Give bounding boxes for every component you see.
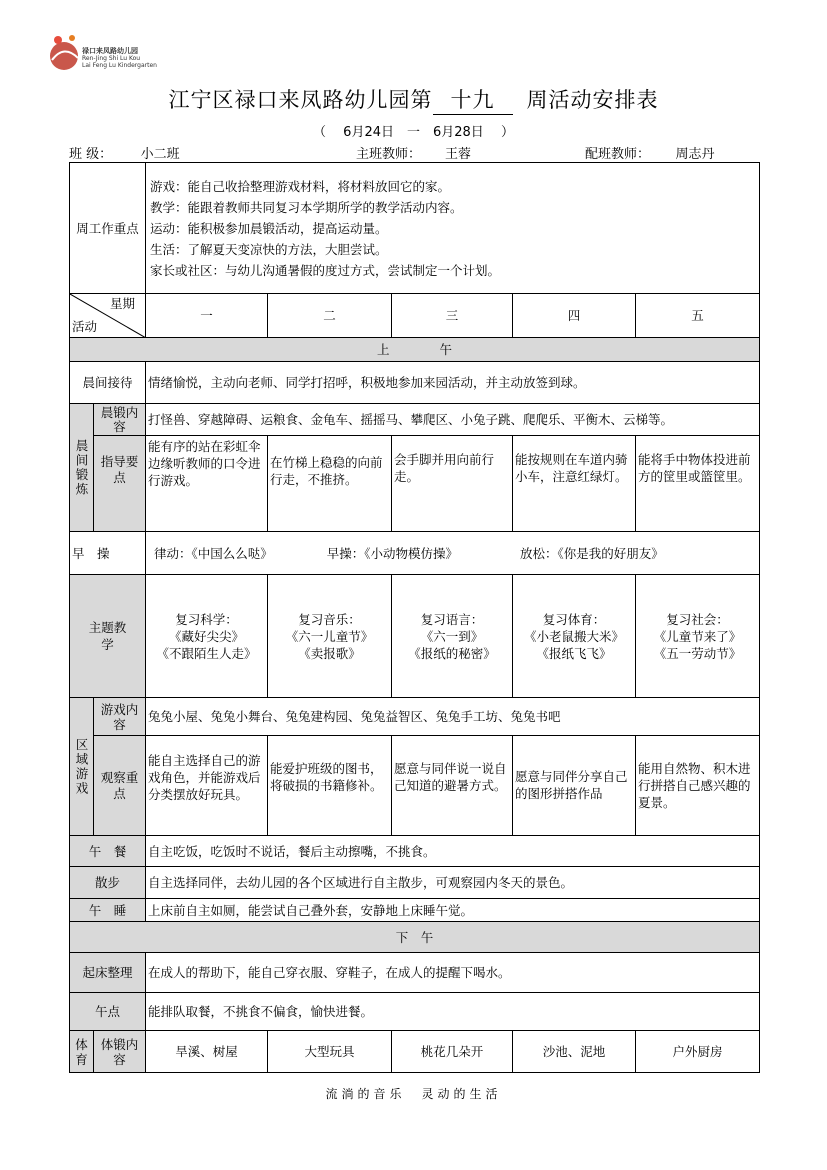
theme-line: 《六一到》 [420,628,484,644]
relax-text: 放松：《你是我的好朋友》 [520,545,664,561]
snack-text: 能排队取餐，不挑食不偏食，愉快进餐。 [146,993,760,1031]
pe-row [70,1031,760,1073]
afternoon-row [70,922,760,953]
class-info [69,143,208,163]
focus-line: 运动：能积极参加晨锻活动，提高运动量。 [150,220,388,236]
area-observe: 能爱护班级的图书，将破损的书籍修补。 [268,736,392,836]
wakeup-label: 起床整理 [70,953,146,993]
logo-pinyin-2: Lai Feng Lu Kindergarten [82,62,157,69]
pe-item: 大型玩具 [268,1031,392,1073]
pe-content-label: 体锻内容 [94,1031,146,1073]
area-observe: 能自主选择自己的游戏角色，并能游戏后分类摆放好玩具。 [146,736,268,836]
theme-line: 《五一劳动节》 [653,645,742,661]
schedule-table [69,162,760,1073]
area-content-label: 游戏内容 [94,698,146,736]
date-range: （ 6月24日 一 6月28日 ） [313,125,514,140]
day-wednesday: 三 [392,294,513,338]
theme-line: 复习音乐： [298,611,361,627]
logo-name: 禄口来凤路幼儿园 [82,47,138,55]
theme-cell [268,575,392,698]
pe-item: 沙池、泥地 [513,1031,636,1073]
footer-slogan: 流淌的音乐 灵动的生活 [325,1087,502,1101]
exercise-content-label: 晨锻内容 [94,404,146,436]
theme-line: 复习社会： [666,611,729,627]
pe-item: 户外厨房 [636,1031,760,1073]
theme-line: 《报纸的秘密》 [408,645,496,661]
theme-line: 《小老鼠搬大米》 [524,628,625,644]
co-teacher-value: 周志丹 [650,143,740,163]
title-week: 十九 [433,84,513,115]
exercise-guide: 能有序的站在彩虹伞边缘听教师的口令进行游戏。 [146,436,268,532]
day-friday: 五 [636,294,760,338]
diagonal-header-cell [70,294,146,338]
area-observe: 能用自然物、积木进行拼搭自己感兴趣的夏景。 [636,736,760,836]
area-label-cell [70,698,94,836]
area-observe-row [70,736,760,836]
area-content-row [70,698,760,736]
theme-line: 《卖报歌》 [298,645,361,661]
area-observe: 愿意与同伴分享自己的图形拼搭作品 [513,736,636,836]
theme-line: 《六一儿童节》 [285,628,374,644]
exercise-guide: 会手脚并用向前行走。 [392,436,513,532]
wakeup-text: 在成人的帮助下，能自己穿衣服、穿鞋子，在成人的提醒下喝水。 [146,953,760,993]
exercise-guide: 能按规则在车道内骑小车，注意红绿灯。 [513,436,636,532]
reception-label: 晨间接待 [70,362,146,404]
area-observe-label: 观察重点 [94,736,146,836]
logo-pinyin-1: Ren-Jing Shi Lu Kou [82,55,141,62]
focus-line: 家长或社区：与幼儿沟通暑假的度过方式，尝试制定一个计划。 [150,262,501,278]
co-teacher-info [585,143,740,163]
nap-text: 上床前自主如厕，能尝试自己叠外套，安静地上床睡午觉。 [146,899,760,922]
morning-row [70,338,760,362]
day-thursday: 四 [513,294,636,338]
area-label: 区域游戏 [74,737,89,796]
focus-line: 教学：能跟着教师共同复习本学期所学的教学活动内容。 [150,199,463,215]
theme-label: 主题教学 [70,575,146,698]
walk-label: 散步 [70,867,146,899]
day-tuesday: 二 [268,294,392,338]
exercise-content: 打怪兽、穿越障碍、运粮食、金龟车、摇摇马、攀爬区、小兔子跳、爬爬乐、平衡木、云梯等。 [146,404,760,436]
focus-row [70,163,760,294]
exercise-guide-label: 指导要点 [94,436,146,532]
walk-text: 自主选择同伴，去幼儿园的各个区域进行自主散步，可观察园内冬天的景色。 [146,867,760,899]
day-monday: 一 [146,294,268,338]
logo-text [82,48,157,69]
snack-label: 午点 [70,993,146,1031]
walk-row [70,867,760,899]
focus-line: 游戏：能自己收拾整理游戏材料，将材料放回它的家。 [150,178,451,194]
theme-cell [513,575,636,698]
pe-item: 桃花几朵开 [392,1031,513,1073]
area-content: 兔兔小屋、兔兔小舞台、兔兔建构园、兔兔益智区、兔兔手工坊、兔兔书吧 [146,698,760,736]
focus-label: 周工作重点 [70,163,146,294]
main-teacher-value: 王蓉 [421,143,495,163]
title-prefix: 江宁区禄口来凤路幼儿园第 [168,88,433,112]
theme-line: 《报纸飞飞》 [536,645,612,661]
theme-cell [392,575,513,698]
weekday-header-label: 星期 [110,296,136,311]
class-value: 小二班 [112,143,208,163]
exercise-label-cell [70,404,94,532]
pe-label: 体育 [70,1031,94,1073]
theme-line: 复习语言： [420,611,484,627]
lunch-text: 自主吃饭，吃饭时不说话，餐后主动擦嘴，不挑食。 [146,836,760,867]
reception-row [70,362,760,404]
morning-exercise-content [146,532,760,575]
reception-text: 情绪愉悦，主动向老师、同学打招呼，积极地参加来园活动，并主动放签到球。 [146,362,760,404]
main-teacher-info [356,143,495,163]
exercise-label: 晨间锻炼 [74,438,89,497]
afternoon-section-label: 下 午 [70,922,760,953]
exercise-guide: 在竹梯上稳稳的向前行走，不推挤。 [268,436,392,532]
exercise-text: 早操：《小动物模仿操》 [326,545,459,561]
nap-label: 午 睡 [70,899,146,922]
theme-line: 《藏好尖尖》 [169,628,245,644]
nap-row [70,899,760,922]
theme-line: 《儿童节来了》 [653,628,742,644]
activity-header-label: 活动 [72,319,98,334]
morning-exercise-row [70,532,760,575]
page-title [0,84,827,115]
theme-cell [146,575,268,698]
exercise-guide-row [70,436,760,532]
weekday-row [70,294,760,338]
focus-line: 生活：了解夏天变凉快的方法，大胆尝试。 [150,241,388,257]
morning-exercise-label: 早 操 [70,532,146,575]
theme-line: 复习体育： [542,611,606,627]
pe-item: 旱溪、树屋 [146,1031,268,1073]
co-teacher-label: 配班教师： [585,147,651,162]
wakeup-row [70,953,760,993]
exercise-guide: 能将手中物体投进前方的筐里或篮筐里。 [636,436,760,532]
main-teacher-label: 主班教师： [356,147,422,162]
theme-row [70,575,760,698]
class-label: 班 级： [69,147,113,162]
title-suffix: 周活动安排表 [526,88,659,112]
lunch-row [70,836,760,867]
focus-content [146,163,760,294]
morning-section-label: 上 午 [70,338,760,362]
theme-line: 复习科学： [175,611,238,627]
theme-cell [636,575,760,698]
rhythm-text: 律动：《中国么么哒》 [154,545,273,561]
area-observe: 愿意与同伴说一说自己知道的避暑方式。 [392,736,513,836]
exercise-content-row [70,404,760,436]
theme-line: 《不跟陌生人走》 [156,645,257,661]
lunch-label: 午 餐 [70,836,146,867]
snack-row [70,993,760,1031]
